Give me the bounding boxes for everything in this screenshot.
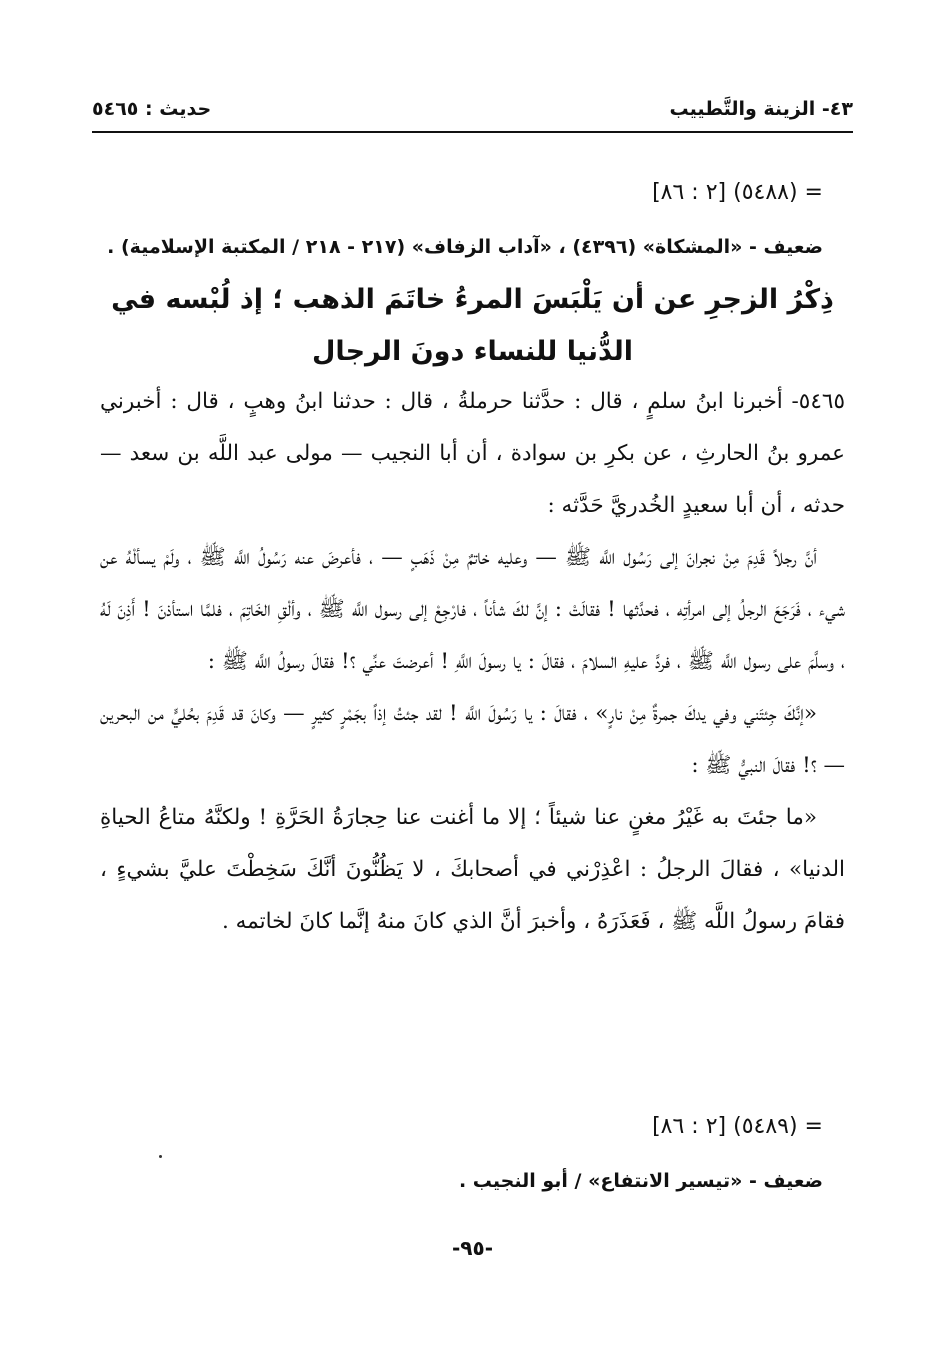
- grading-note-bottom: ضعيف - «تيسير الانتفاع» / أبو النجيب .: [458, 1170, 823, 1192]
- matn-paragraph: أنَّ رجلاً قَدِمَ مِنْ نجرانَ إلى رَسُول اللَّه ﷺ — وعليه خاتمٌ مِنْ ذَهَبٍ — ، فأعرضَ عنه رَسُولُ اللَّه ﷺ ، ولَمْ يسألْهُ عن شيء ، فَرَجَعَ الرجلُ إلى امرأتِه ، فحدَّثها ! فقالَتْ : إنَّ لكَ شأناً ، فارْجِعْ إلى رسول اللَّه ﷺ ، وألْقِ الخَاتِمَ ، فلمَّا استأذنَ ! أَذِنَ لَهُ ، وسلَّمَ على رسول اللَّه ﷺ ، فردَّ عليهِ السلامَ ، فقالَ : يا رسولَ اللَّهِ ! أعرضتَ عنِّي ؟! فقالَ رسولُ اللَّه ﷺ :: [100, 545, 845, 674]
- stray-mark: [159, 1155, 162, 1158]
- hadith-reference: حديث : ٥٤٦٥: [92, 98, 212, 120]
- chapter-title: ٤٣- الزينة والتَّطييب: [669, 98, 853, 120]
- matn-paragraph: «ما جئتَ به غَيْرُ مغنٍ عنا شيئاً ؛ إلا ما أغنت عنا حِجارَةُ الحَرَّةِ ! ولكنَّهُ متاعُ الحياةِ الدنيا» ، فقالَ الرجلُ : اعْذِرْني في أصحابكَ ، لا يَظُنُّونَ أنَّكَ سَخِطْتَ عليَّ بشيءٍ ، فقامَ رسولُ اللَّه ﷺ ، فَعَذَرَهُ ، وأخبرَ أنَّ الذي كانَ منهُ إنَّما كانَ لخاتمه .: [100, 805, 845, 934]
- header-rule: [92, 131, 853, 133]
- grading-note-top: ضعيف - «المشكاة» (٤٣٩٦) ، «آداب الزفاف» (٢١٧ - ٢١٨ / المكتبة الإسلامية) .: [107, 236, 823, 258]
- chapter-heading-line-1: ذِكْرُ الزجرِ عن أن يَلْبَسَ المرءُ خاتَمَ الذهب ؛ إذ لُبْسه في: [111, 284, 834, 315]
- running-header: [92, 92, 853, 126]
- page-number: -٩٥-: [451, 1236, 494, 1260]
- cross-reference-top: = (٥٤٨٨) [٢ : ٨٦]: [652, 180, 823, 205]
- matn-body: [100, 532, 845, 948]
- chapter-heading-line-2: الدُّنيا للنساء دونَ الرجال: [312, 336, 633, 367]
- matn-paragraph: «إنَّكَ جِئتَني وفي يدكَ جمرةٌ مِنْ نارٍ» ، فقالَ : يا رَسُولَ اللَّه ! لقد جئتُ إذاً بجَمْرٍ كثيرٍ — وكانَ قد قَدِمَ بحُليٍّ من البحرين — ؟! فقالَ النبيُّ ﷺ :: [100, 701, 845, 778]
- chapter-heading: [100, 274, 845, 378]
- isnad-text: ٥٤٦٥- أخبرنا ابنُ سلمٍ ، قال : حدَّثنا حرملةُ ، قال : حدثنا ابنُ وهبٍ ، قال : أخبرني عمرو بنُ الحارثِ ، عن بكرِ بن سوادة ، أن أبا النجيب — مولى عبد اللَّه بن سعد — حدثه ، أن أبا سعيدٍ الخُدريَّ حَدَّثه :: [100, 389, 845, 518]
- isnad-paragraph: [100, 376, 845, 532]
- cross-reference-bottom: = (٥٤٨٩) [٢ : ٨٦]: [652, 1114, 823, 1139]
